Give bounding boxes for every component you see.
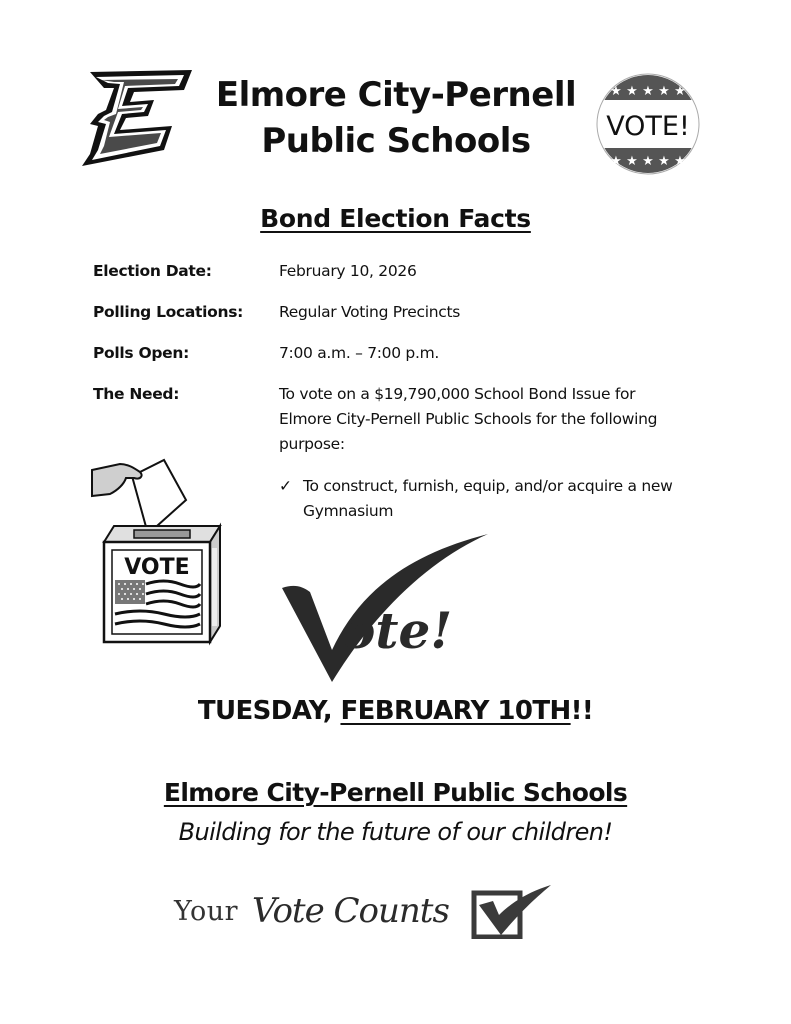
fact-label-the-need: The Need:: [93, 385, 180, 403]
date-banner-prefix: TUESDAY,: [197, 696, 341, 726]
election-date-banner: [0, 696, 791, 726]
svg-text:★: ★: [626, 84, 638, 99]
fact-label-election-date: Election Date:: [93, 262, 212, 280]
your-text: Your: [174, 895, 239, 927]
svg-text:★: ★: [674, 154, 686, 169]
svg-text:★: ★: [658, 84, 670, 99]
checkmark-icon: ✓: [279, 477, 292, 495]
your-vote-counts-graphic: [174, 880, 624, 942]
section-title-text: Bond Election Facts: [260, 204, 531, 233]
svg-text:VOTE!: VOTE!: [606, 111, 690, 142]
purpose-list-item: [279, 474, 699, 524]
vote-badge-icon: [594, 72, 702, 176]
footer-school-name: [0, 778, 791, 807]
vote-check-graphic: [280, 530, 490, 685]
date-banner-date: FEBRUARY 10TH: [340, 696, 571, 726]
ballot-box-icon: [88, 456, 228, 646]
fact-value-polls-open: 7:00 a.m. – 7:00 p.m.: [279, 344, 440, 362]
svg-text:★: ★: [610, 154, 622, 169]
fact-label-polling-locations: Polling Locations:: [93, 303, 244, 321]
page-title: [196, 72, 596, 164]
section-title: [0, 204, 791, 233]
svg-text:★: ★: [674, 84, 686, 99]
page-title-line1: Elmore City-Pernell: [215, 75, 577, 115]
fact-label-polls-open: Polls Open:: [93, 344, 189, 362]
svg-text:★: ★: [610, 84, 622, 99]
date-banner-suffix: !!: [570, 696, 594, 726]
svg-text:★: ★: [658, 154, 670, 169]
svg-text:★: ★: [642, 154, 654, 169]
fact-value-polling-locations: Regular Voting Precincts: [279, 303, 461, 321]
fact-value-election-date: February 10, 2026: [279, 262, 417, 280]
svg-text:★: ★: [626, 154, 638, 169]
page-title-line2: Public Schools: [261, 121, 531, 161]
svg-text:VOTE: VOTE: [124, 555, 190, 580]
fact-value-the-need: To vote on a $19,790,000 School Bond Issue for Elmore City-Pernell Public Schools for the following purpose:: [279, 385, 658, 453]
footer-school-text: Elmore City-Pernell Public Schools: [163, 778, 628, 807]
purpose-text: To construct, furnish, equip, and/or acquire a new Gymnasium: [303, 477, 673, 520]
footer-tagline: Building for the future of our children!: [178, 818, 613, 846]
svg-text:ote!: ote!: [342, 601, 453, 660]
school-e-logo: [76, 66, 194, 172]
checked-box-icon: [471, 883, 553, 939]
svg-text:★: ★: [642, 84, 654, 99]
vote-counts-text: Vote Counts: [252, 891, 449, 931]
